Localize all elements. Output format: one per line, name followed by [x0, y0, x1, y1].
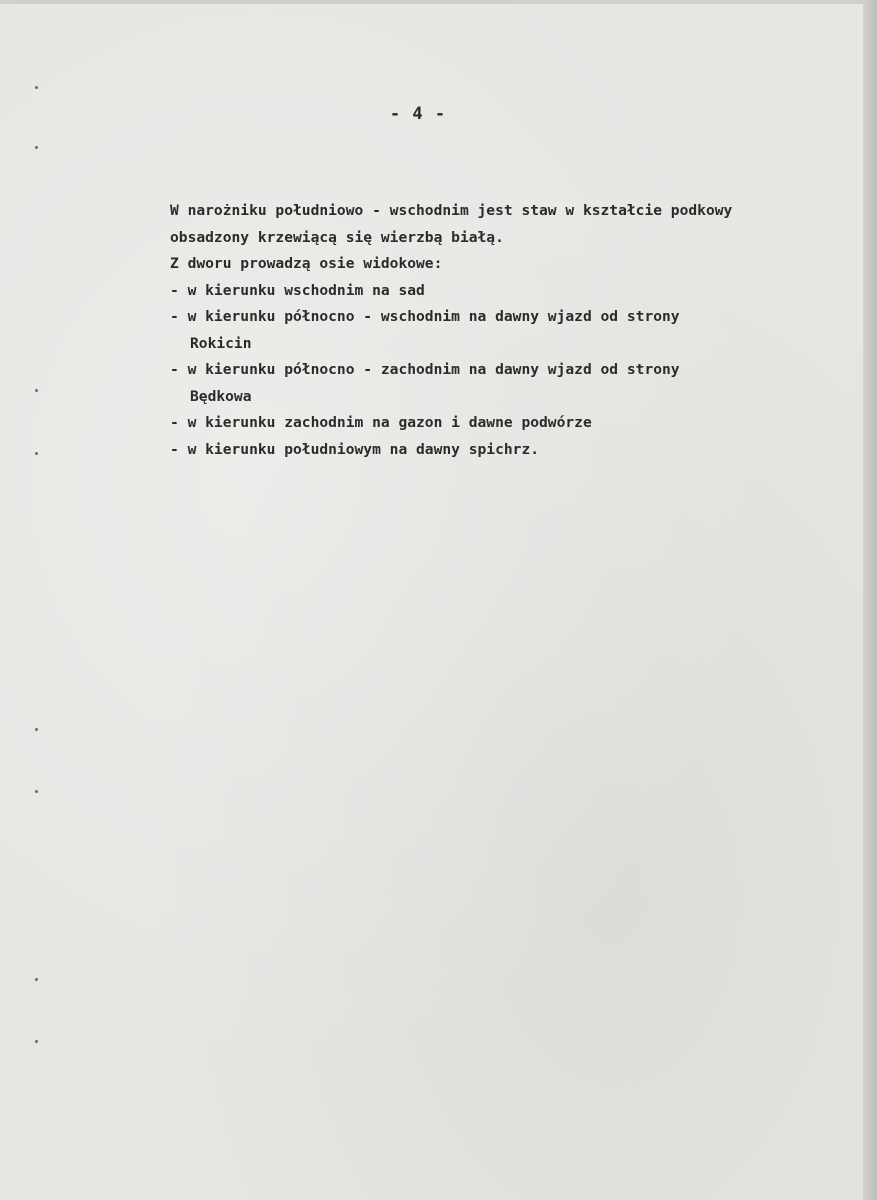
- list-item: - w kierunku północno - wschodnim na dawny wjazd od strony: [170, 308, 680, 325]
- paragraph-line: W narożniku południowo - wschodnim jest staw w kształcie podkowy: [170, 202, 733, 219]
- list-item: - w kierunku zachodnim na gazon i dawne podwórze: [170, 414, 592, 431]
- punch-mark: [35, 86, 38, 89]
- list-item-continuation: Będkowa: [190, 387, 252, 405]
- list-item: - w kierunku północno - zachodnim na dawny wjazd od strony: [170, 361, 680, 378]
- punch-mark: [35, 728, 38, 731]
- list-item: - w kierunku południowym na dawny spichrz.: [170, 440, 540, 458]
- list-item: - w kierunku wschodnim na sad: [170, 281, 425, 299]
- paper-top-edge: [0, 0, 877, 4]
- punch-mark: [35, 978, 38, 981]
- list-item-continuation: Rokicin: [190, 334, 252, 352]
- paragraph-line: Z dworu prowadzą osie widokowe:: [170, 255, 443, 272]
- punch-mark: [35, 452, 38, 455]
- paper-right-edge: [863, 0, 877, 1200]
- paragraph-line: obsadzony krzewiącą się wierzbą białą.: [170, 228, 504, 246]
- body-text: [170, 198, 850, 463]
- punch-mark: [35, 1040, 38, 1043]
- punch-mark: [35, 146, 38, 149]
- punch-mark: [35, 389, 38, 392]
- punch-mark: [35, 790, 38, 793]
- page-number: - 4 -: [389, 104, 447, 124]
